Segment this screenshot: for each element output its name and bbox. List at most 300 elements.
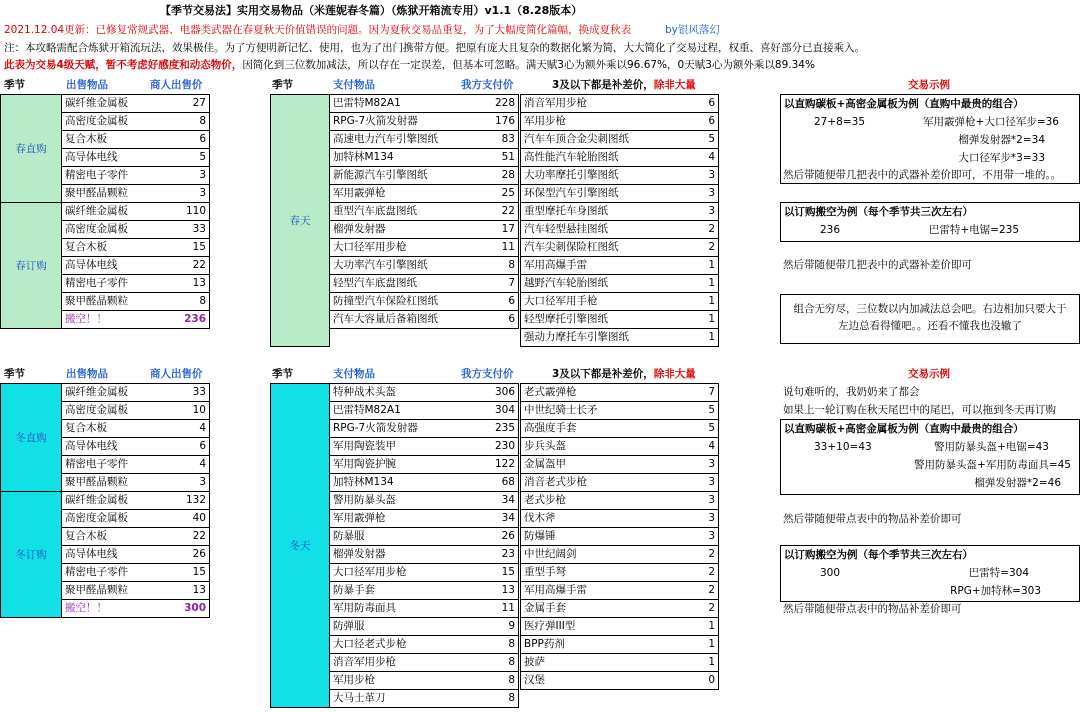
item-price: 22: [150, 257, 210, 275]
item-price: 6: [458, 311, 519, 329]
diff-note-header: 3及以下都是补差价，除非大量: [552, 79, 696, 91]
item-price: 17: [458, 221, 519, 239]
item-name: 老式霰弹枪: [521, 384, 656, 402]
item-price: 304: [458, 402, 519, 420]
item-name: 大功率摩托引擎图纸: [521, 167, 656, 185]
item-name: 榴弹发射器: [330, 221, 458, 239]
item-name: 巴雷特M82A1: [330, 95, 458, 113]
move-all-label: 搬空！！: [62, 311, 150, 329]
item-name: 精密电子零件: [62, 167, 150, 185]
spring-sell-table: [61, 94, 210, 329]
item-price: 6: [656, 95, 719, 113]
item-price: 2: [656, 239, 719, 257]
item-name: 复合木板: [62, 239, 150, 257]
table-row: [521, 654, 719, 672]
item-name: 越野汽车轮胎图纸: [521, 275, 656, 293]
item-name: 精密电子零件: [62, 564, 150, 582]
item-name: 防暴服: [330, 528, 458, 546]
table-row: [330, 95, 519, 113]
diff-note-header: 3及以下都是补差价，除非大量: [552, 368, 696, 380]
winter-example-note-b: 如果上一轮订购在秋天尾巴中的尾巴，可以拖到冬天再订购: [783, 404, 1056, 416]
table-row: [330, 420, 519, 438]
item-name: 汉堡: [521, 672, 656, 690]
item-price: 28: [458, 167, 519, 185]
table-row: [330, 203, 519, 221]
table-row: [521, 600, 719, 618]
item-price: 13: [458, 582, 519, 600]
table-row: [521, 275, 719, 293]
item-price: 4: [150, 420, 210, 438]
item-price: 33: [150, 384, 210, 402]
item-price: 6: [150, 131, 210, 149]
item-price: 5: [656, 131, 719, 149]
update-note: 2021.12.04更新：已修复常规武器、电器类武器在春夏秋天价值错误的问题。因为夏秋交易品重复，为了大幅度简化篇幅，换成夏秋表: [4, 24, 632, 36]
item-price: 15: [458, 564, 519, 582]
item-price: 8: [458, 257, 519, 275]
table-row: [330, 474, 519, 492]
item-name: RPG-7火箭发射器: [330, 113, 458, 131]
item-name: 碳纤维金属板: [62, 95, 150, 113]
table-row: [62, 528, 210, 546]
move-all-price: 300: [150, 600, 210, 618]
item-price: 8: [150, 113, 210, 131]
item-price: 132: [150, 492, 210, 510]
item-name: 大口径军用步枪: [330, 564, 458, 582]
table-row: [521, 113, 719, 131]
item-name: 高性能汽车轮胎图纸: [521, 149, 656, 167]
spring-small-table: [520, 94, 719, 347]
item-price: 3: [150, 185, 210, 203]
item-price: 110: [150, 203, 210, 221]
winter-sell-table: [61, 383, 210, 618]
season-header: 季节: [4, 79, 25, 91]
item-price: 33: [150, 221, 210, 239]
table-row: [521, 239, 719, 257]
table-row: [330, 654, 519, 672]
item-name: 金属手套: [521, 600, 656, 618]
table-row: [521, 672, 719, 690]
winter-direct-label: 冬直购: [0, 383, 62, 492]
item-name: 军用陶瓷护腕: [330, 456, 458, 474]
item-name: 高导体电线: [62, 438, 150, 456]
table-row: [521, 95, 719, 113]
table-row: [62, 492, 210, 510]
pay-price-header: 我方支付价: [461, 368, 514, 380]
winter-example-1-tail: 然后带随便带点表中的物品补差价即可: [783, 513, 962, 525]
table-row: [330, 113, 519, 131]
item-name: 军用霰弹枪: [330, 185, 458, 203]
table-row: [521, 618, 719, 636]
season-header: 季节: [272, 368, 293, 380]
table-row: [330, 618, 519, 636]
item-name: 防爆锤: [521, 528, 656, 546]
table-row: [62, 275, 210, 293]
table-row: [330, 564, 519, 582]
item-name: 重型汽车底盘图纸: [330, 203, 458, 221]
item-price: 235: [458, 420, 519, 438]
table-row: [330, 456, 519, 474]
table-row: [330, 672, 519, 690]
item-name: 防撞型汽车保险杠图纸: [330, 293, 458, 311]
table-row: [330, 293, 519, 311]
table-row: [521, 203, 719, 221]
item-name: 大口径老式步枪: [330, 636, 458, 654]
item-name: 重型摩托车身图纸: [521, 203, 656, 221]
sell-price-header: 商人出售价: [150, 368, 203, 380]
item-name: 加特林M134: [330, 149, 458, 167]
item-name: 聚甲醛晶颗粒: [62, 474, 150, 492]
spring-example-2: 以订购搬空为例（每个季节共三次左右） 236 巴雷特+电锯=235: [780, 202, 1080, 242]
table-row: [330, 438, 519, 456]
table-row: [521, 131, 719, 149]
item-price: 4: [150, 456, 210, 474]
table-row: [330, 257, 519, 275]
spring-example-1-tail: 然后带随便带几把表中的武器补差价即可，不用带一堆的。。: [783, 169, 1062, 181]
item-price: 3: [656, 185, 719, 203]
table-row: [330, 149, 519, 167]
table-row: [330, 600, 519, 618]
table-row: [62, 311, 210, 329]
usage-note: 注：本攻略需配合炼狱开箱流玩法，效果极佳。为了方便明新记忆、使用，也为了出门携带方便。把原有庞大且复杂的数据化繁为简，大大简化了交易过程，权重、喜好部分已直接乘入。: [4, 42, 865, 54]
winter-pay-table: [329, 383, 519, 708]
item-price: 15: [150, 239, 210, 257]
table-row: [330, 636, 519, 654]
item-name: 碳纤维金属板: [62, 492, 150, 510]
item-price: 3: [656, 474, 719, 492]
item-price: 5: [656, 402, 719, 420]
item-name: 环保型汽车引擎图纸: [521, 185, 656, 203]
table-row: [521, 510, 719, 528]
item-name: 消音军用步枪: [330, 654, 458, 672]
item-name: 新能源汽车引擎图纸: [330, 167, 458, 185]
winter-small-table: [520, 383, 719, 690]
table-row: [521, 311, 719, 329]
table-row: [62, 438, 210, 456]
table-row: [521, 402, 719, 420]
item-price: 306: [458, 384, 519, 402]
table-row: [330, 239, 519, 257]
item-name: 聚甲醛晶颗粒: [62, 185, 150, 203]
table-row: [330, 131, 519, 149]
item-price: 51: [458, 149, 519, 167]
item-name: 高密度金属板: [62, 510, 150, 528]
table-row: [62, 384, 210, 402]
item-name: 轻型摩托引擎图纸: [521, 311, 656, 329]
table-row: [330, 582, 519, 600]
table-row: [521, 420, 719, 438]
table-row: [330, 492, 519, 510]
table-row: [62, 420, 210, 438]
page-title: 【季节交易法】实用交易物品（米莲妮春冬篇）（炼狱开箱流专用）v1.1（8.28版本）: [160, 4, 583, 17]
item-name: 高密度金属板: [62, 113, 150, 131]
item-price: 3: [656, 510, 719, 528]
table-row: [521, 329, 719, 347]
table-row: [521, 474, 719, 492]
item-price: 9: [458, 618, 519, 636]
table-row: [62, 474, 210, 492]
item-price: 5: [656, 420, 719, 438]
pay-item-header: 支付物品: [333, 368, 375, 380]
item-price: 2: [656, 221, 719, 239]
item-name: 金属盔甲: [521, 456, 656, 474]
item-name: 加特林M134: [330, 474, 458, 492]
item-name: 强动力摩托车引擎图纸: [521, 329, 656, 347]
sell-item-header: 出售物品: [66, 79, 108, 91]
item-name: 碳纤维金属板: [62, 203, 150, 221]
item-price: 11: [458, 239, 519, 257]
item-name: 聚甲醛晶颗粒: [62, 293, 150, 311]
item-price: 13: [150, 582, 210, 600]
item-name: 大口径军用步枪: [330, 239, 458, 257]
item-name: 军用防毒面具: [330, 600, 458, 618]
item-name: 军用陶瓷装甲: [330, 438, 458, 456]
table-row: [62, 167, 210, 185]
item-name: RPG-7火箭发射器: [330, 420, 458, 438]
item-price: 6: [458, 293, 519, 311]
item-price: 2: [656, 564, 719, 582]
season-header: 季节: [272, 79, 293, 91]
move-all-label: 搬空！！: [62, 600, 150, 618]
item-name: 消音老式步枪: [521, 474, 656, 492]
table-row: [62, 510, 210, 528]
table-row: [62, 600, 210, 618]
item-name: 大马士革刀: [330, 690, 458, 708]
item-name: 特种战术头盔: [330, 384, 458, 402]
item-price: 0: [656, 672, 719, 690]
winter-example-2-tail: 然后带随便带点表中的物品补差价即可: [783, 603, 962, 615]
assumption-note-red: 此表为交易4级天赋，暂不考虑好感度和动态物价，: [4, 59, 243, 71]
item-name: 高导体电线: [62, 546, 150, 564]
table-row: [62, 402, 210, 420]
sell-item-header: 出售物品: [66, 368, 108, 380]
table-row: [330, 275, 519, 293]
item-price: 3: [656, 456, 719, 474]
season-header: 季节: [4, 368, 25, 380]
item-name: 高导体电线: [62, 149, 150, 167]
item-name: 中世纪阔剑: [521, 546, 656, 564]
item-name: 防暴手套: [330, 582, 458, 600]
table-row: [521, 564, 719, 582]
item-price: 3: [150, 474, 210, 492]
item-price: 26: [458, 528, 519, 546]
item-name: 榴弹发射器: [330, 546, 458, 564]
table-row: [330, 221, 519, 239]
spring-example-2-tail: 然后带随便带几把表中的武器补差价即可: [783, 259, 972, 271]
table-row: [521, 257, 719, 275]
item-price: 15: [150, 564, 210, 582]
item-price: 8: [150, 293, 210, 311]
item-price: 1: [656, 311, 719, 329]
table-row: [521, 636, 719, 654]
item-price: 4: [656, 438, 719, 456]
item-price: 22: [150, 528, 210, 546]
item-name: 防弹服: [330, 618, 458, 636]
table-row: [330, 402, 519, 420]
item-name: 轻型汽车底盘图纸: [330, 275, 458, 293]
table-row: [521, 293, 719, 311]
item-name: 高强度手套: [521, 420, 656, 438]
table-row: [330, 528, 519, 546]
item-price: 23: [458, 546, 519, 564]
item-price: 8: [458, 672, 519, 690]
item-price: 122: [458, 456, 519, 474]
table-row: [62, 113, 210, 131]
item-price: 3: [656, 492, 719, 510]
table-row: [521, 185, 719, 203]
item-name: 重型手弩: [521, 564, 656, 582]
sell-price-header: 商人出售价: [150, 79, 203, 91]
item-price: 34: [458, 492, 519, 510]
table-row: [62, 293, 210, 311]
table-row: [521, 384, 719, 402]
table-row: [330, 185, 519, 203]
item-price: 34: [458, 510, 519, 528]
spring-direct-label: 春直购: [0, 94, 62, 203]
item-price: 5: [150, 149, 210, 167]
item-name: 汽车轻型悬挂图纸: [521, 221, 656, 239]
item-name: BPP药剂: [521, 636, 656, 654]
item-name: 大功率汽车引擎图纸: [330, 257, 458, 275]
item-price: 2: [656, 600, 719, 618]
item-price: 11: [458, 600, 519, 618]
item-name: 碳纤维金属板: [62, 384, 150, 402]
item-price: 2: [656, 582, 719, 600]
pay-price-header: 我方支付价: [461, 79, 514, 91]
examples-header: 交易示例: [908, 368, 950, 380]
spring-example-1: 以直购碳板+高密金属板为例（直购中最贵的组合） 27+8=35 军用霰弹枪+大口径军步=36 榴弹发射器*2=34 大口径军步*3=33: [780, 94, 1080, 184]
spring-example-3: 组合无穷尽，三位数以内加减法总会吧。右边相加只要大于左边总看得懂吧。。还看不懂我也没辙了: [780, 294, 1080, 344]
item-price: 1: [656, 618, 719, 636]
item-price: 10: [150, 402, 210, 420]
item-price: 1: [656, 257, 719, 275]
table-row: [62, 456, 210, 474]
spring-season-label: 春天: [270, 94, 330, 347]
item-price: 22: [458, 203, 519, 221]
item-price: 230: [458, 438, 519, 456]
winter-season-label: 冬天: [270, 383, 330, 708]
item-price: 68: [458, 474, 519, 492]
item-name: 汽车大容量后备箱图纸: [330, 311, 458, 329]
item-price: 8: [458, 654, 519, 672]
winter-order-label: 冬订购: [0, 491, 62, 618]
item-name: 警用防暴头盔: [330, 492, 458, 510]
item-price: 13: [150, 275, 210, 293]
item-name: 复合木板: [62, 528, 150, 546]
item-name: 复合木板: [62, 131, 150, 149]
item-price: 1: [656, 293, 719, 311]
winter-example-note-a: 说句难听的，我奶奶来了都会: [783, 386, 920, 398]
item-name: 聚甲醛晶颗粒: [62, 582, 150, 600]
table-row: [62, 149, 210, 167]
item-name: 汽车车顶合金尖刺图纸: [521, 131, 656, 149]
item-name: 军用步枪: [330, 672, 458, 690]
item-price: 7: [458, 275, 519, 293]
item-name: 步兵头盔: [521, 438, 656, 456]
item-name: 巴雷特M82A1: [330, 402, 458, 420]
item-price: 1: [656, 329, 719, 347]
table-row: [62, 95, 210, 113]
table-row: [62, 221, 210, 239]
move-all-price: 236: [150, 311, 210, 329]
item-price: 26: [150, 546, 210, 564]
item-name: 消音军用步枪: [521, 95, 656, 113]
table-row: [521, 546, 719, 564]
item-name: 精密电子零件: [62, 275, 150, 293]
table-row: [330, 167, 519, 185]
table-row: [521, 582, 719, 600]
item-name: 老式步枪: [521, 492, 656, 510]
item-name: 汽车尖刺保险杠图纸: [521, 239, 656, 257]
table-row: [521, 456, 719, 474]
item-price: 27: [150, 95, 210, 113]
assumption-note: [4, 57, 815, 74]
table-row: [521, 528, 719, 546]
item-price: 83: [458, 131, 519, 149]
spring-pay-table: [329, 94, 519, 329]
item-price: 3: [656, 528, 719, 546]
item-name: 披萨: [521, 654, 656, 672]
item-price: 1: [656, 636, 719, 654]
pay-item-header: 支付物品: [333, 79, 375, 91]
assumption-note-rest: 因简化到三位数加减法，所以存在一定误差，但基本可忽略。满天赋3心为额外乘以96.67%，0天赋3心为额外乘以89.34%: [242, 59, 815, 71]
item-name: 军用步枪: [521, 113, 656, 131]
item-name: 复合木板: [62, 420, 150, 438]
item-price: 8: [458, 690, 519, 708]
item-price: 40: [150, 510, 210, 528]
item-price: 8: [458, 636, 519, 654]
table-row: [330, 546, 519, 564]
table-row: [330, 510, 519, 528]
item-price: 1: [656, 275, 719, 293]
item-price: 7: [656, 384, 719, 402]
item-name: 伐木斧: [521, 510, 656, 528]
item-price: 3: [656, 167, 719, 185]
item-name: 军用霰弹枪: [330, 510, 458, 528]
item-price: 3: [150, 167, 210, 185]
item-name: 中世纪骑士长矛: [521, 402, 656, 420]
table-row: [62, 185, 210, 203]
table-row: [62, 564, 210, 582]
table-row: [521, 438, 719, 456]
item-name: 高速电力汽车引擎图纸: [330, 131, 458, 149]
item-price: 6: [150, 438, 210, 456]
item-name: 高密度金属板: [62, 221, 150, 239]
table-row: [62, 546, 210, 564]
author-credit: by银风落幻: [665, 24, 720, 36]
table-row: [521, 492, 719, 510]
table-row: [62, 582, 210, 600]
item-name: 高导体电线: [62, 257, 150, 275]
table-row: [521, 149, 719, 167]
table-row: [62, 131, 210, 149]
winter-example-1: 以直购碳板+高密金属板为例（直购中最贵的组合） 33+10=43 警用防暴头盔+电锯=43 警用防暴头盔+军用防毒面具=45 榴弹发射器*2=46: [780, 419, 1080, 495]
item-price: 2: [656, 546, 719, 564]
item-price: 1: [656, 654, 719, 672]
table-row: [521, 221, 719, 239]
item-name: 大口径军用手枪: [521, 293, 656, 311]
examples-header: 交易示例: [908, 79, 950, 91]
item-price: 6: [656, 113, 719, 131]
table-row: [330, 384, 519, 402]
spring-order-label: 春订购: [0, 202, 62, 329]
item-name: 高密度金属板: [62, 402, 150, 420]
item-price: 25: [458, 185, 519, 203]
table-row: [330, 311, 519, 329]
table-row: [521, 167, 719, 185]
winter-example-2: 以订购搬空为例（每个季节共三次左右） 300 巴雷特=304 RPG+加特林=303: [780, 545, 1080, 602]
item-name: 军用高爆手雷: [521, 257, 656, 275]
table-row: [330, 690, 519, 708]
